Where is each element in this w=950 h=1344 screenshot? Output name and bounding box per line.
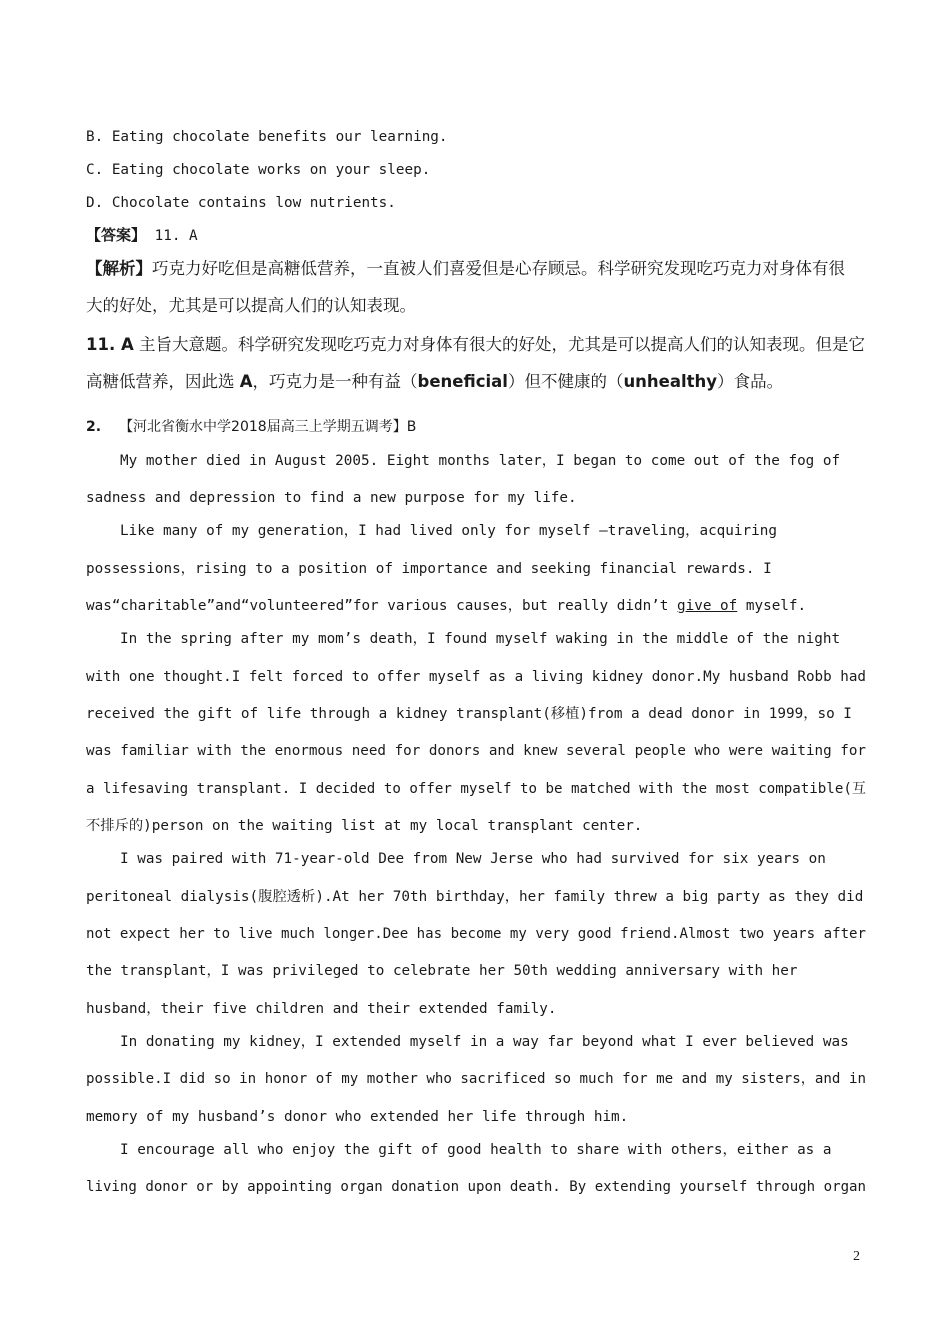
analysis-item-word-beneficial: beneficial [417,372,508,391]
section-source: 【河北省衡水中学2018届高三上学期五调考】B [119,419,417,435]
analysis-item-text-1: 主旨大意题。科学研究发现吃巧克力对身体有很大的好处，尤其是可以提高人们的认知表现。但是它 [133,335,865,354]
answer-value: 11. A [146,228,198,244]
passage-line: memory of my husband’s donor who extended her life through him. [86,1109,629,1125]
answer-label: 【答案】 [86,226,147,244]
analysis-item-text-2e: ）但不健康的（ [507,372,624,391]
passage-line [86,596,806,616]
passage-line: My mother died in August 2005. Eight months later，I began to come out of the fog of [120,453,841,469]
passage-line: not expect her to live much longer.Dee has become my very good friend.Almost two years after [86,926,867,942]
passage-line: the transplant，I was privileged to celebrate her 50th wedding anniversary with her [86,963,798,979]
answer-line [86,225,198,246]
analysis-item-label: 11. A [86,335,134,354]
passage-line: peritoneal dialysis(腹腔透析).At her 70th birthday，her family threw a big party as they did [86,889,864,905]
passage-line: I encourage all who enjoy the gift of good health to share with others，either as a [120,1142,832,1158]
analysis-text-1: 巧克力好吃但是高糖低营养，一直被人们喜爱但是心存顾忌。科学研究发现吃巧克力对身体有很 [152,259,845,278]
passage-line: possessions，rising to a position of importance and seeking financial rewards. I [86,561,772,577]
section-header [86,417,416,437]
passage-line: possible.I did so in honor of my mother who sacrificed so much for me and my sisters，and in [86,1071,866,1087]
passage-line: living donor or by appointing organ donation upon death. By extending yourself through organ [86,1179,867,1195]
option-d: D. Chocolate contains low nutrients. [86,195,396,211]
option-b: B. Eating chocolate benefits our learning. [86,129,448,145]
passage-line: husband，their five children and their extended family. [86,1001,557,1017]
passage-text: was“charitable”and“volunteered”for various causes，but really didn’t [86,598,677,614]
analysis-item-text-2a: 高糖低营养，因此选 [86,372,240,391]
passage-line: was familiar with the enormous need for donors and knew several people who were waiting for [86,743,866,759]
passage-line: received the gift of life through a kidney transplant(移植)from a dead donor in 1999，so I [86,706,852,722]
passage-line: In donating my kidney，I extended myself in a way far beyond what I ever believed was [120,1034,849,1050]
analysis-item-text-2g: ）食品。 [717,372,784,391]
analysis-line-1 [86,258,845,280]
passage-text: myself. [737,598,807,614]
analysis-item-text-2c: ，巧克力是一种有益（ [252,372,418,391]
passage-line: sadness and depression to find a new purpose for my life. [86,490,577,506]
passage-line: Like many of my generation，I had lived only for myself —traveling，acquiring [120,523,777,539]
passage-line: a lifesaving transplant. I decided to offer myself to be matched with the most compatible(互 [86,781,866,797]
section-number: 2. [86,419,102,435]
page-number: 2 [853,1249,860,1264]
underlined-phrase: give of [677,598,738,614]
analysis-label: 【解析】 [86,259,152,278]
analysis-item-answer: A [239,372,253,391]
passage-line: 不排斥的)person on the waiting list at my local transplant center. [86,818,643,834]
analysis-item-line-2 [86,371,783,393]
passage-line: In the spring after my mom’s death，I found myself waking in the middle of the night [120,631,841,647]
option-c: C. Eating chocolate works on your sleep. [86,162,431,178]
analysis-line-2: 大的好处，尤其是可以提高人们的认知表现。 [86,296,416,315]
analysis-item-word-unhealthy: unhealthy [623,372,718,391]
passage-line: I was paired with 71-year-old Dee from New Jerse who had survived for six years on [120,851,826,867]
passage-line: with one thought.I felt forced to offer myself as a living kidney donor.My husband Robb had [86,669,866,685]
analysis-item-line-1 [86,334,865,356]
